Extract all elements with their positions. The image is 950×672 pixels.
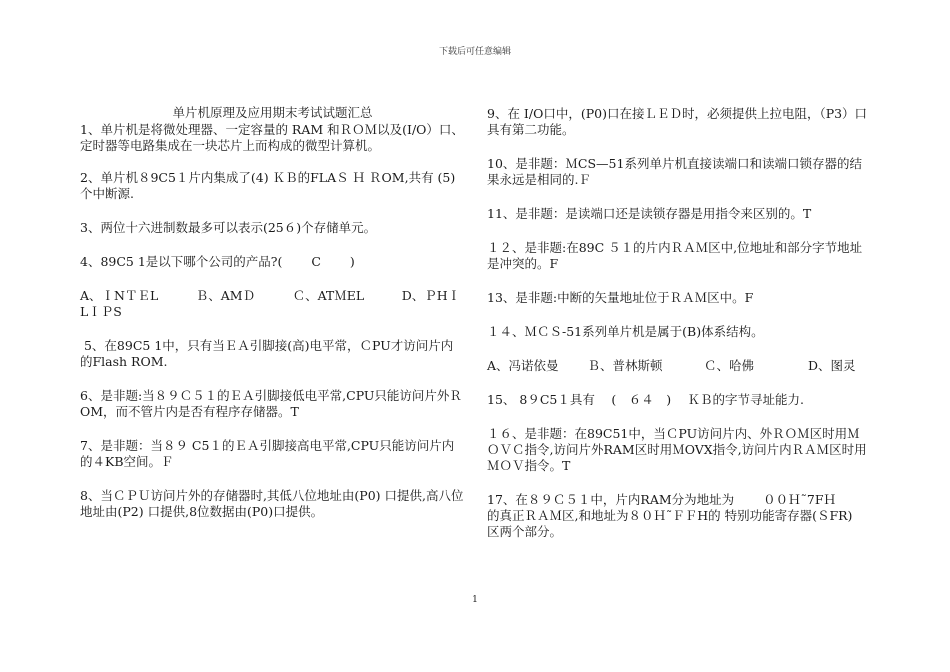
question-3: 3、两位十六进制数最多可以表示(25６)个存储单元。 (80, 220, 377, 235)
question-17: 17、在８９Ｃ５１中，片内RAM分为地址为 ００Ｈ˜7FＨ 的真正ＲＡＭ区,和地址为８０Ｈ˜ＦＦH的 特别功能寄存器(ＳFR) 区两个部分。 (487, 492, 865, 539)
question-4-options: A、ＩNＴＥL Ｂ、AMＤ Ｃ、ATＭEL D、ＰHＩLＩＰS (80, 288, 461, 319)
question-2: 2、单片机８9C5１片内集成了(4) ＫＢ的FLAＳ Ｈ ＲOM,共有 (5)个中断源. (80, 170, 456, 201)
question-1: 1、单片机是将微处理器、一定容量的 RAM 和ＲＯＭ以及(I/O）口、定时器等电路集成在一块芯片上而构成的微型计算机。 (80, 122, 464, 153)
question-16: １６、是非题：在89C51中，当ＣPU访问片内、外ＲＯＭ区时用ＭＯＶＣ指令,访问片外RAM区时用ＭOVX指令,访问片内ＲＡＭ区时用ＭＯＶ指令。T (487, 426, 867, 473)
document-title: 单片机原理及应用期末考试试题汇总 (172, 105, 373, 120)
question-6: 6、是非题:当８９Ｃ５１的ＥＡ引脚接低电平常,CPU只能访问片外ＲOM，而不管片内是否有程序存储器。T (80, 388, 462, 419)
page-number: 1 (472, 595, 478, 605)
left-column (80, 106, 465, 520)
right-column (487, 106, 870, 540)
question-9: 9、在 I/O口中，(P0)口在接ＬＥＤ时，必须提供上拉电阻，（P3）口具有第二功能。 (487, 106, 868, 137)
question-8: 8、当ＣＰＵ访问片外的存储器时,其低八位地址由(P0) 口提供,高八位地址由(P2) 口提供,8位数据由(P0)口提供。 (80, 488, 464, 519)
question-11: 11、是非题：是读端口还是读锁存器是用指令来区别的。T (487, 206, 812, 221)
page-header: 下载后可任意编辑 (438, 47, 511, 57)
question-5: 5、在89C5 1中，只有当ＥＡ引脚接(高)电平常，ＣPU才访问片内的Flash ROM. (80, 338, 454, 369)
question-15: 15、 8９C5１具有 ( ６４ ) ＫＢ的字节寻址能力. (487, 392, 805, 407)
question-13: 13、是非题:中断的矢量地址位于ＲＡＭ区中。F (487, 290, 754, 305)
question-14-options: A、冯诺依曼 Ｂ、普林斯顿 Ｃ、哈佛 D、图灵 (487, 358, 856, 373)
question-12: １２、是非题:在89C ５１的片内ＲＡＭ区中,位地址和部分字节地址是冲突的。F (487, 240, 863, 271)
question-7: 7、是非题：当８９ C5１的ＥＡ引脚接高电平常,CPU只能访问片内的４KB空间。Ｆ (80, 438, 455, 469)
question-4: 4、89C5 1是以下哪个公司的产品?( C ) (80, 254, 355, 269)
question-10: 10、是非题：ＭCS—51系列单片机直接读端口和读端口锁存器的结果永远是相同的.Ｆ (487, 156, 862, 187)
question-14: １４、ＭＣＳ-51系列单片机是属于(B)体系结构。 (487, 324, 764, 339)
